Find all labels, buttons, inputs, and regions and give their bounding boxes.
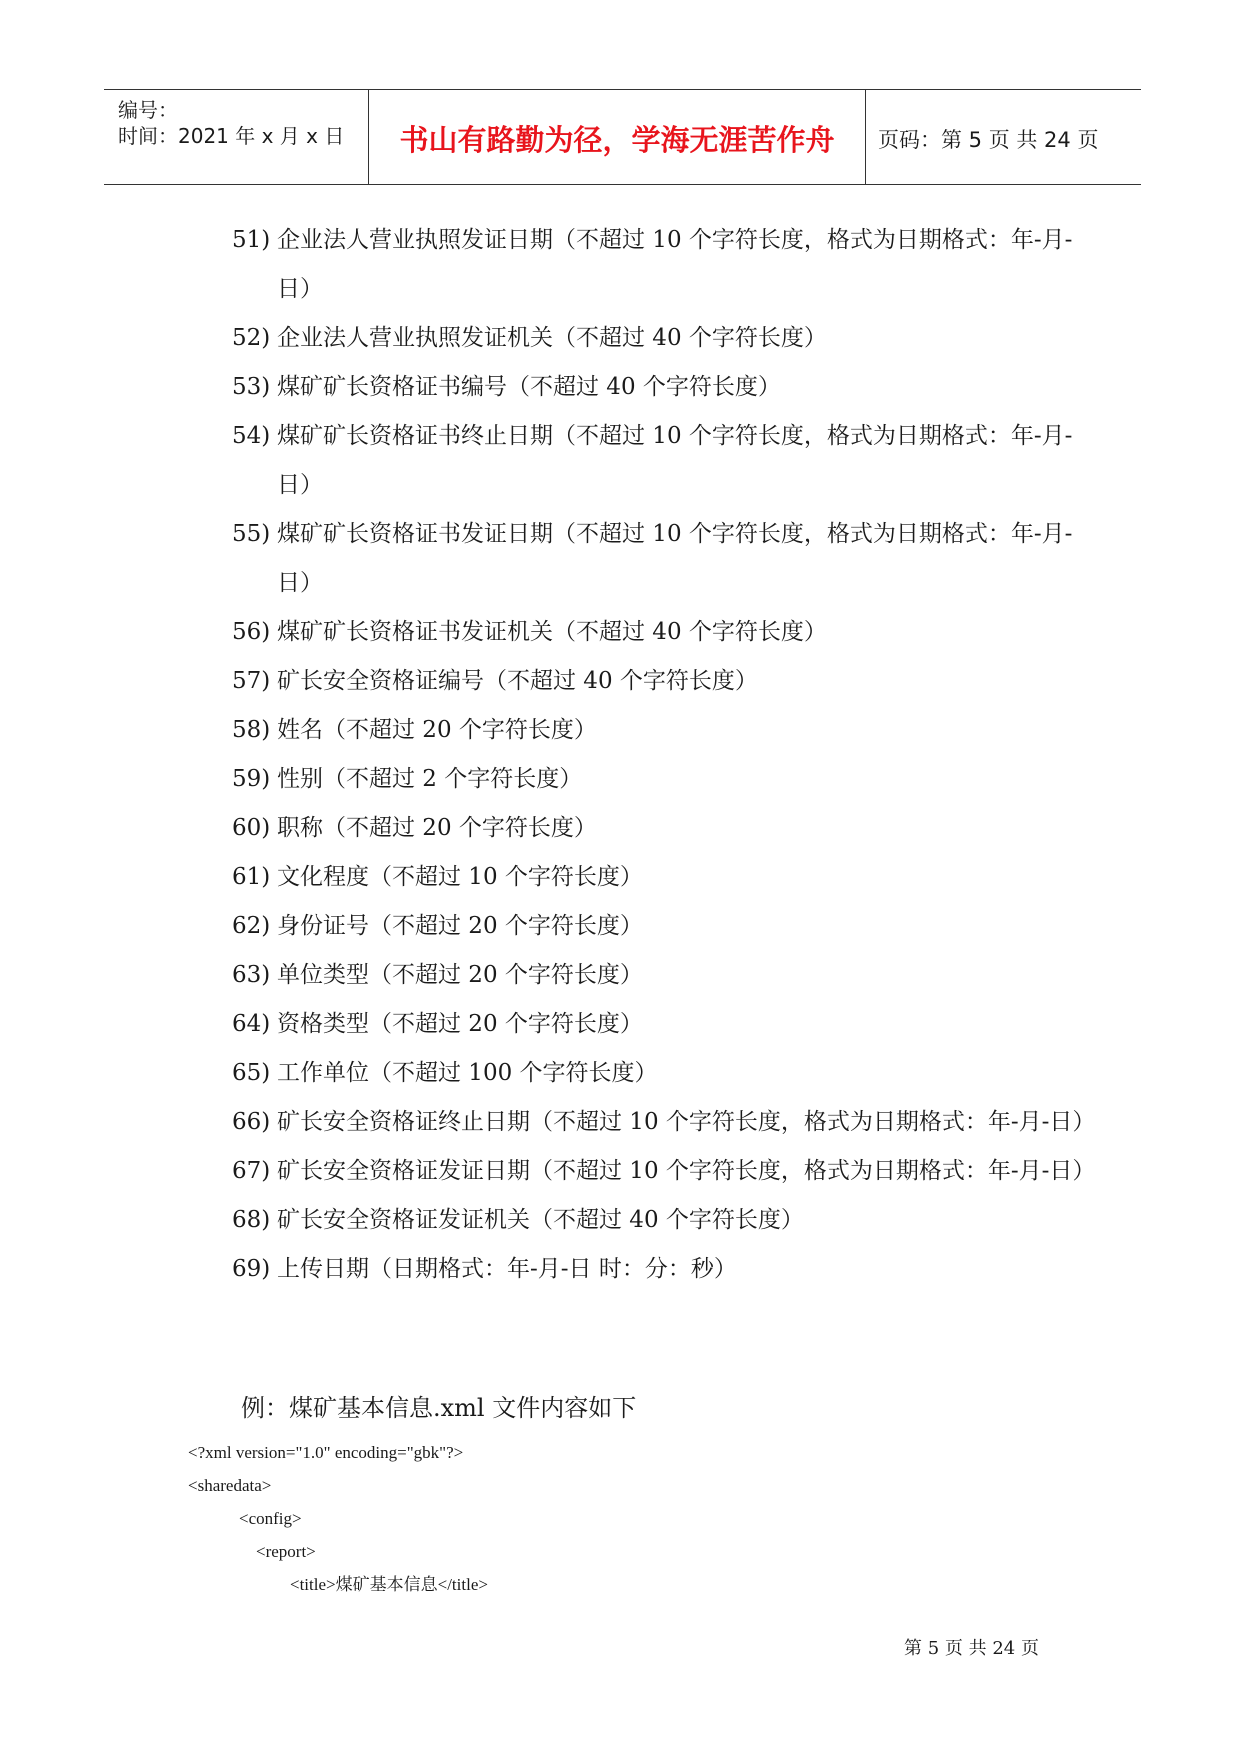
item-number: 57) <box>232 668 271 694</box>
item-text: 职称（不超过 20 个字符长度） <box>277 815 597 841</box>
list-item <box>232 755 1092 804</box>
header-info-cell <box>104 90 369 184</box>
item-text: 矿长安全资格证编号（不超过 40 个字符长度） <box>277 668 758 694</box>
page-header <box>104 89 1141 185</box>
item-number: 62) <box>232 913 271 939</box>
item-number: 52) <box>232 325 271 351</box>
item-number: 63) <box>232 962 271 988</box>
list-item <box>232 853 1092 902</box>
item-text: 企业法人营业执照发证日期（不超过 10 个字符长度，格式为日期格式：年-月-日） <box>277 227 1073 302</box>
item-text: 身份证号（不超过 20 个字符长度） <box>277 913 643 939</box>
item-number: 67) <box>232 1158 271 1184</box>
item-number: 53) <box>232 374 271 400</box>
list-item <box>232 1196 1092 1245</box>
item-text: 矿长安全资格证终止日期（不超过 10 个字符长度，格式为日期格式：年-月-日） <box>277 1109 1096 1135</box>
list-item <box>232 902 1092 951</box>
item-number: 69) <box>232 1256 271 1282</box>
item-number: 66) <box>232 1109 271 1135</box>
code-line: <report> <box>188 1542 316 1561</box>
list-item <box>232 363 1092 412</box>
list-item <box>232 1098 1096 1147</box>
item-number: 60) <box>232 815 271 841</box>
list-item <box>232 706 1092 755</box>
item-number: 55) <box>232 521 271 547</box>
item-text: 姓名（不超过 20 个字符长度） <box>277 717 597 743</box>
code-line: <config> <box>188 1509 302 1528</box>
item-number: 51) <box>232 227 271 253</box>
item-number: 58) <box>232 717 271 743</box>
item-text: 工作单位（不超过 100 个字符长度） <box>277 1060 658 1086</box>
list-item <box>232 510 1092 608</box>
list-item <box>232 1000 1092 1049</box>
item-number: 68) <box>232 1207 271 1233</box>
header-motto-cell <box>369 90 866 184</box>
item-text: 上传日期（日期格式：年-月-日 时：分：秒） <box>277 1256 737 1282</box>
xml-code-block <box>188 1436 488 1601</box>
item-text: 煤矿矿长资格证书发证日期（不超过 10 个字符长度，格式为日期格式：年-月-日） <box>277 521 1073 596</box>
item-text: 煤矿矿长资格证书发证机关（不超过 40 个字符长度） <box>277 619 827 645</box>
document-time-label: 时间：2021 年 x 月 x 日 <box>118 124 345 148</box>
item-text: 矿长安全资格证发证日期（不超过 10 个字符长度，格式为日期格式：年-月-日） <box>277 1158 1096 1184</box>
item-number: 64) <box>232 1011 271 1037</box>
list-item <box>232 216 1092 314</box>
field-list <box>232 216 1096 1294</box>
item-text: 单位类型（不超过 20 个字符长度） <box>277 962 643 988</box>
item-text: 企业法人营业执照发证机关（不超过 40 个字符长度） <box>277 325 827 351</box>
item-number: 61) <box>232 864 271 890</box>
document-number-label: 编号： <box>118 98 178 122</box>
list-item <box>232 1049 1092 1098</box>
item-text: 煤矿矿长资格证书编号（不超过 40 个字符长度） <box>277 374 781 400</box>
item-text: 煤矿矿长资格证书终止日期（不超过 10 个字符长度，格式为日期格式：年-月-日） <box>277 423 1073 498</box>
code-line: <?xml version="1.0" encoding="gbk"?> <box>188 1443 464 1462</box>
item-number: 56) <box>232 619 271 645</box>
list-item <box>232 657 1092 706</box>
item-number: 65) <box>232 1060 271 1086</box>
item-text: 性别（不超过 2 个字符长度） <box>277 766 583 792</box>
list-item <box>232 412 1092 510</box>
example-caption: 例：煤矿基本信息.xml 文件内容如下 <box>241 1394 637 1422</box>
item-number: 54) <box>232 423 271 449</box>
page-footer: 第 5 页 共 24 页 <box>904 1638 1039 1659</box>
item-text: 矿长安全资格证发证机关（不超过 40 个字符长度） <box>277 1207 804 1233</box>
code-line: <title>煤矿基本信息</title> <box>188 1575 488 1594</box>
list-item <box>232 804 1092 853</box>
item-number: 59) <box>232 766 271 792</box>
code-line: <sharedata> <box>188 1476 272 1495</box>
header-page-label: 页码：第 5 页 共 24 页 <box>878 128 1099 152</box>
item-text: 文化程度（不超过 10 个字符长度） <box>277 864 643 890</box>
list-item <box>232 1147 1096 1196</box>
list-item <box>232 608 1092 657</box>
list-item <box>232 1245 1092 1294</box>
list-item <box>232 314 1092 363</box>
header-motto: 书山有路勤为径，学海无涯苦作舟 <box>399 123 835 157</box>
list-item <box>232 951 1092 1000</box>
header-page-cell <box>866 90 1141 184</box>
item-text: 资格类型（不超过 20 个字符长度） <box>277 1011 643 1037</box>
